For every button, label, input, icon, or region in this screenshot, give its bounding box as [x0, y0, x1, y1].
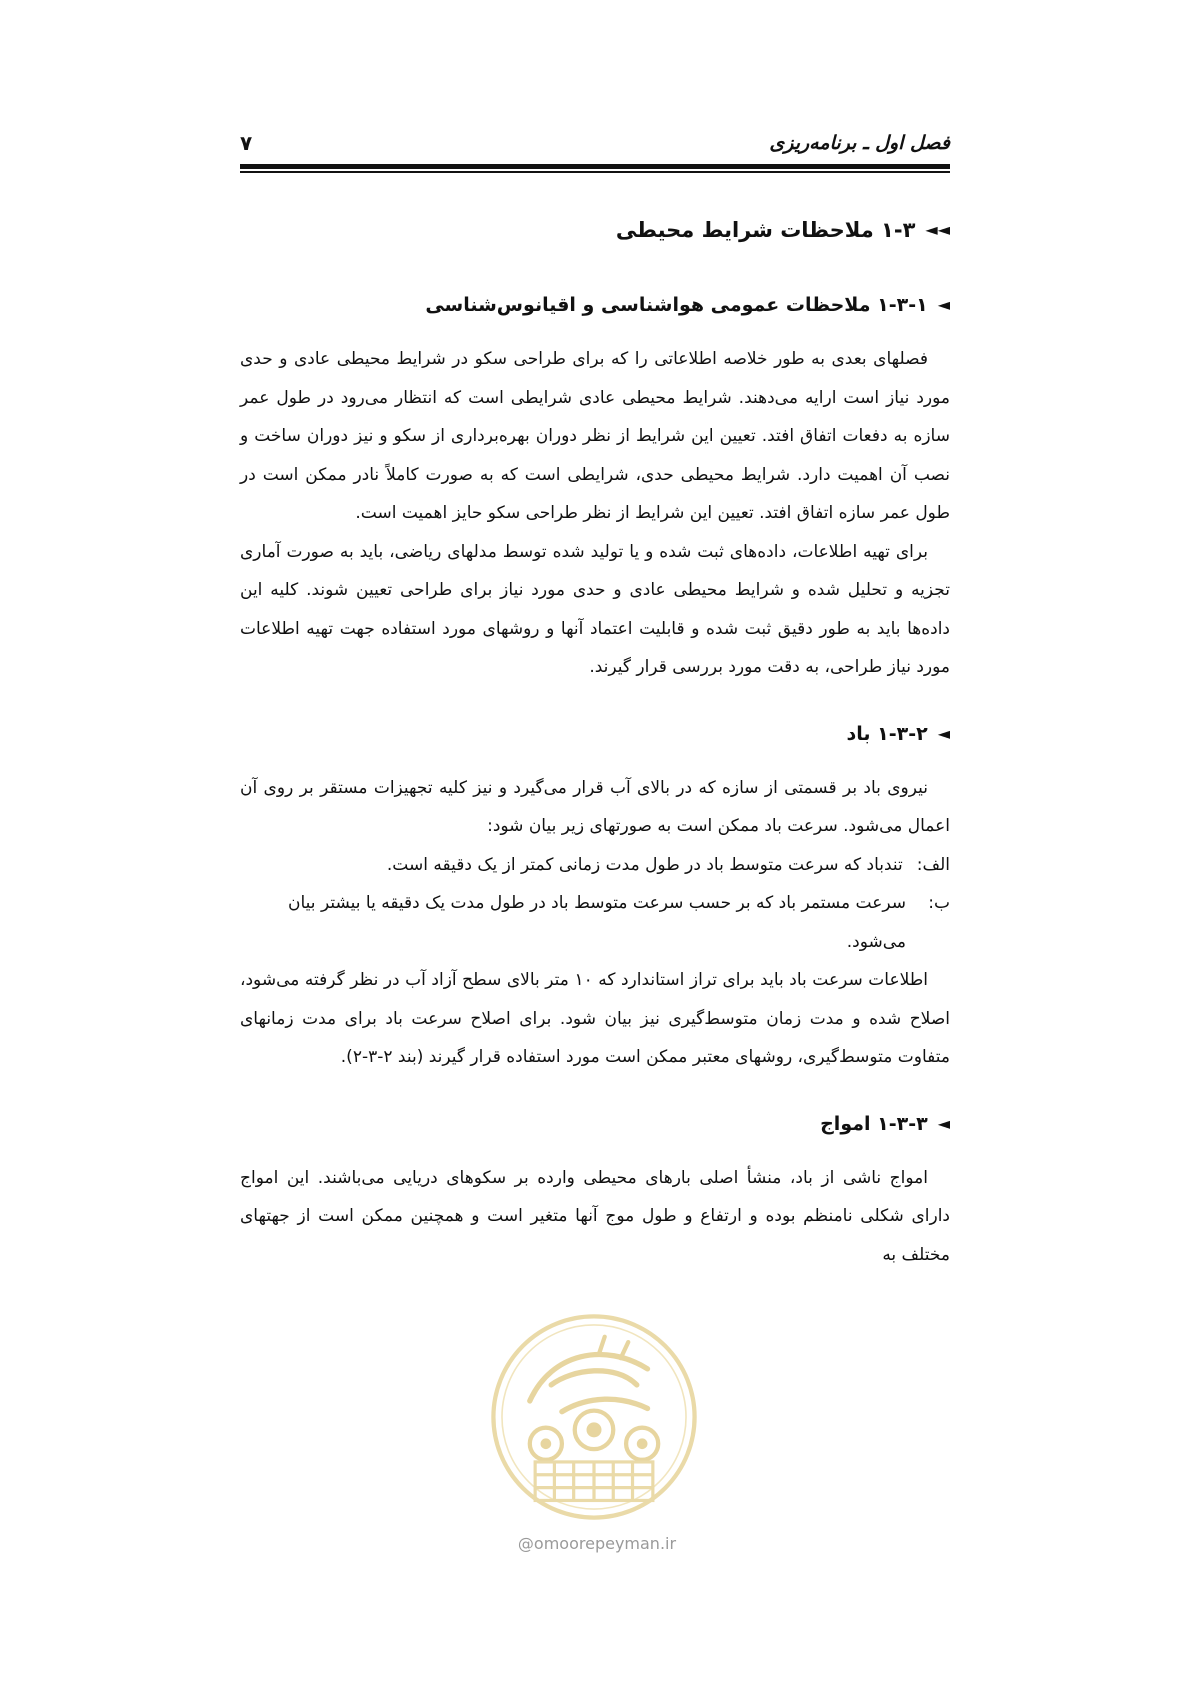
- header-rule-thick: [240, 164, 950, 169]
- watermark-site: @omoorepeyman.ir: [517, 1534, 677, 1553]
- header-rule: [240, 164, 950, 174]
- section-heading: [240, 212, 950, 248]
- main-content: [240, 212, 950, 1274]
- list-item-label: الف:: [916, 854, 950, 875]
- subsection-heading-3: [240, 1107, 950, 1141]
- arrow-marker-icon: ◄: [937, 1113, 950, 1133]
- list-item-label: ب:: [928, 893, 950, 913]
- list-item-text: سرعت مستمر باد که بر حسب سرعت متوسط باد در طول مدت یک دقیقه یا بیشتر بیان می‌شود.: [288, 893, 906, 952]
- subsection-heading-1: [240, 288, 950, 322]
- paragraph: امواج ناشی از باد، منشأ اصلی بارهای محیطی وارده بر سکوهای دریایی می‌باشند. این امواج دارای شکلی نامنظم بوده و ارتفاع و طول موج آنها متغیر است و همچنین ممکن است از جهتهای مختلف به: [240, 1167, 950, 1265]
- watermark-logo: [487, 1310, 701, 1524]
- running-header: [240, 128, 950, 158]
- subsection-title: ۱-۳-۲ باد: [846, 722, 928, 745]
- section-title: ۱-۳ ملاحظات شرایط محیطی: [615, 218, 916, 242]
- arrow-marker-icon: ◄: [937, 723, 950, 743]
- paragraph: فصلهای بعدی به طور خلاصه اطلاعاتی را که برای طراحی سکو در شرایط محیطی عادی و حدی مورد نیاز است ارایه می‌دهند. شرایط محیطی عادی شرایطی است که انتظار می‌رود در طول عمر سازه به دفعات اتفاق افتد. تعیین این شرایط از نظر دوران بهره‌برداری از سکو و نیز دوران ساخت و نصب آن اهمیت دارد. شرایط محیطی حدی، شرایطی است که به صورت کاملاً نادر ممکن است در طول عمر سازه اتفاق افتد. تعیین این شرایط از نظر طراحی سکو حایز اهمیت است.: [240, 349, 950, 523]
- header-rule-thin: [240, 171, 950, 173]
- subsection-title: ۱-۳-۱ ملاحظات عمومی هواشناسی و اقیانوس‌شناسی: [425, 294, 928, 316]
- list-item: [240, 884, 950, 961]
- paragraph: نیروی باد بر قسمتی از سازه که در بالای آب قرار می‌گیرد و نیز کلیه تجهیزات مستقر بر روی آن اعمال می‌شود. سرعت باد ممکن است به صورتهای زیر بیان شود:: [240, 777, 950, 836]
- paragraph: برای تهیه اطلاعات، داده‌های ثبت شده و یا تولید شده توسط مدلهای ریاضی، باید به صورت آماری تجزیه و تحلیل شده و شرایط محیطی عادی و حدی مورد نیاز برای طراحی تعیین شوند. کلیه این داده‌ها باید به طور دقیق ثبت شده و قابلیت اعتماد آنها و روشهای مورد استفاده جهت تهیه اطلاعات مورد نیاز طراحی، به دقت مورد بررسی قرار گیرند.: [240, 541, 950, 677]
- page-number: ۷: [240, 131, 253, 155]
- subsection-heading-2: [240, 717, 950, 751]
- double-arrow-marker-icon: ◄◄: [925, 220, 950, 239]
- subsection-title: ۱-۳-۳ امواج: [820, 1112, 928, 1135]
- chapter-title: فصل اول ـ برنامه‌ریزی: [769, 132, 950, 154]
- paragraph: اطلاعات سرعت باد باید برای تراز استاندارد که ۱۰ متر بالای سطح آزاد آب در نظر گرفته می‌شود، اصلاح شده و مدت زمان متوسط‌گیری نیز بیان شود. برای اصلاح سرعت باد برای مدت زمانهای متفاوت متوسط‌گیری، روشهای معتبر ممکن است مورد استفاده قرار گیرند (بند ۲-۳-۲).: [240, 970, 950, 1067]
- arrow-marker-icon: ◄: [937, 295, 950, 314]
- list-item: [240, 846, 950, 885]
- list-item-text: تندباد که سرعت متوسط باد در طول مدت زمانی کمتر از یک دقیقه است.: [386, 854, 903, 875]
